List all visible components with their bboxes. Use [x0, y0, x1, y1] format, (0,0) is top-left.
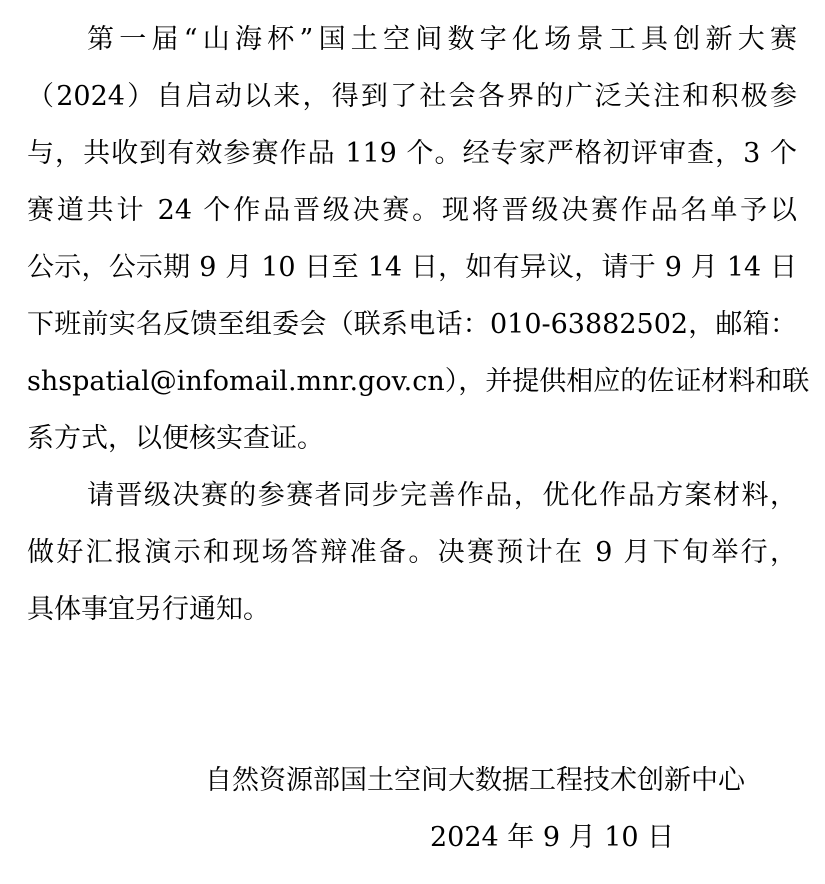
- paragraph-line: 做好汇报演示和现场答辩准备。决赛预计在 9 月下旬举行，: [27, 537, 797, 568]
- paragraph-line: （2024）自启动以来，得到了社会各界的广泛关注和积极参: [27, 81, 797, 112]
- signature-date: 2024 年 9 月 10 日: [430, 822, 675, 853]
- paragraph-line: 第一届“山海杯”国土空间数字化场景工具创新大赛: [87, 24, 797, 55]
- paragraph-line: 请晋级决赛的参赛者同步完善作品，优化作品方案材料，: [87, 480, 797, 511]
- paragraph-line: 赛道共计 24 个作品晋级决赛。现将晋级决赛作品名单予以: [27, 195, 797, 226]
- paragraph-line: 具体事宜另行通知。: [27, 594, 270, 625]
- paragraph-line: 下班前实名反馈至组委会（联系电话：010-63882502，邮箱：: [27, 309, 797, 340]
- paragraph-line-email: shspatial@infomail.mnr.gov.cn），并提供相应的佐证材料和联: [27, 366, 810, 397]
- paragraph-line: 与，共收到有效参赛作品 119 个。经专家严格初评审查，3 个: [27, 138, 797, 169]
- paragraph-line: 公示，公示期 9 月 10 日至 14 日，如有异议，请于 9 月 14 日: [27, 252, 797, 283]
- signature-organization: 自然资源部国土空间大数据工程技术创新中心: [205, 765, 745, 796]
- paragraph-line: 系方式，以便核实查证。: [27, 423, 324, 454]
